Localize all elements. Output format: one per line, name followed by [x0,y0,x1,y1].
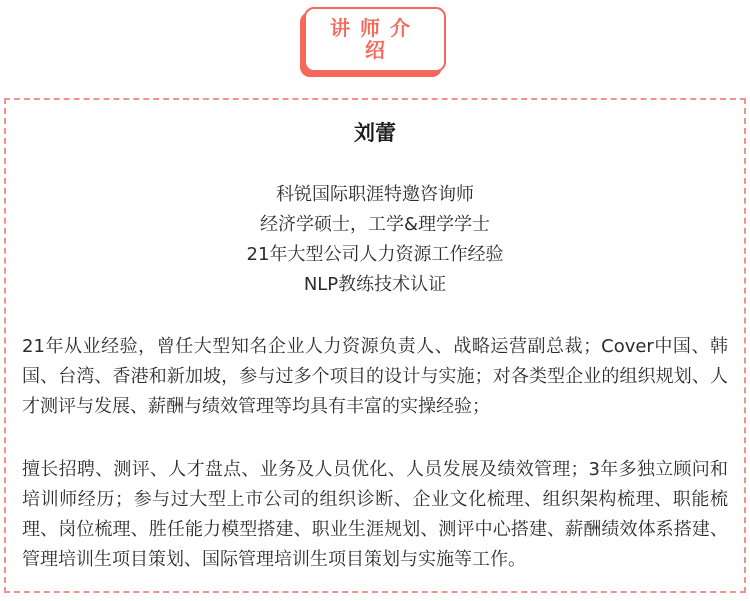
lecturer-profile-panel [4,98,746,593]
credential-line: 经济学硕士，工学&理学学士 [259,214,491,235]
credential-line: NLP教练技术认证 [303,274,447,295]
lecturer-name: 刘蕾 [354,121,396,145]
credential-line: 21年大型公司人力资源工作经验 [246,244,504,265]
lecturer-intro-badge [304,7,446,72]
credential-line: 科锐国际职涯特邀咨询师 [276,184,474,205]
section-header [0,0,750,62]
bio-paragraph: 21年从业经验，曾任大型知名企业人力资源负责人、战略运营副总裁；Cover中国、韩国、台湾、香港和新加坡，参与过多个项目的设计与实施；对各类型企业的组织规划、人才测评与发展、薪酬与绩效管理等均具有丰富的实操经验； [22,336,728,417]
lecturer-intro-badge-label: 讲师介绍 [330,16,420,62]
credentials-block [22,180,728,300]
bio-paragraph: 擅长招聘、测评、人才盘点、业务及人员优化、人员发展及绩效管理；3年多独立顾问和培训师经历；参与过大型上市公司的组织诊断、企业文化梳理、组织架构梳理、职能梳理、岗位梳理、胜任能力模型搭建、职业生涯规划、测评中心搭建、薪酬绩效体系搭建、管理培训生项目策划、国际管理培训生项目策划与实施等工作。 [22,459,728,570]
